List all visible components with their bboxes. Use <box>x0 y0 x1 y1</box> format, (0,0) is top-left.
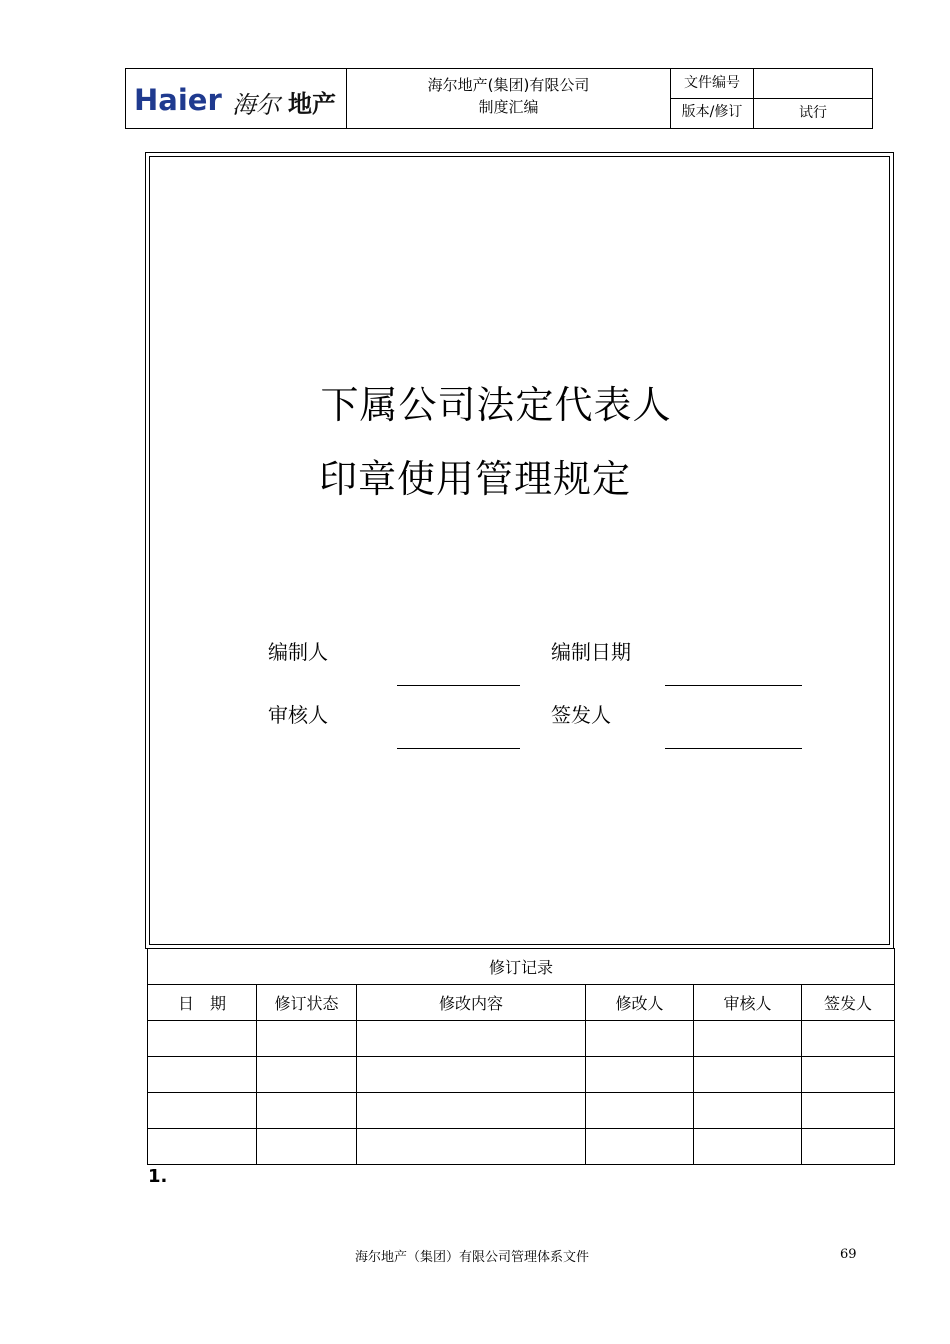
company-name: 海尔地产(集团)有限公司 <box>427 76 590 94</box>
col-header-content: 修改内容 <box>357 985 586 1021</box>
table-cell <box>257 1057 357 1093</box>
table-cell <box>802 1129 895 1165</box>
table-cell <box>802 1093 895 1129</box>
version-label: 版本/修订 <box>671 98 754 128</box>
revision-caption: 修订记录 <box>148 949 895 985</box>
table-cell <box>257 1093 357 1129</box>
preparer-label: 编制人 <box>268 640 328 664</box>
doc-number-value <box>754 69 872 98</box>
revision-header-row <box>148 985 895 1021</box>
revision-table <box>147 948 895 1165</box>
preparer-signature-line <box>397 685 520 686</box>
doc-number-row <box>671 69 872 99</box>
version-row <box>671 98 872 128</box>
doc-title-line1: 下属公司法定代表人 <box>320 383 672 427</box>
col-header-status: 修订状态 <box>257 985 357 1021</box>
table-cell <box>357 1093 586 1129</box>
table-cell <box>357 1129 586 1165</box>
table-row <box>148 1057 895 1093</box>
doc-number-label: 文件编号 <box>671 69 754 98</box>
header-meta <box>671 69 872 128</box>
table-cell <box>586 1093 694 1129</box>
table-row <box>148 1021 895 1057</box>
table-cell <box>148 1093 257 1129</box>
col-header-issuer: 签发人 <box>802 985 895 1021</box>
issuer-signature-line <box>665 748 802 749</box>
col-header-date: 日 期 <box>148 985 257 1021</box>
revision-caption-row <box>148 949 895 985</box>
table-cell <box>148 1129 257 1165</box>
cover-frame <box>145 152 894 949</box>
table-cell <box>148 1021 257 1057</box>
col-header-modifier: 修改人 <box>586 985 694 1021</box>
table-cell <box>694 1021 802 1057</box>
reviewer-label: 审核人 <box>268 703 328 727</box>
logo-latin-text: Haier <box>134 83 222 117</box>
table-cell <box>257 1129 357 1165</box>
table-cell <box>802 1021 895 1057</box>
table-cell <box>257 1021 357 1057</box>
table-cell <box>694 1129 802 1165</box>
footer-text: 海尔地产（集团）有限公司管理体系文件 <box>355 1250 590 1265</box>
page-number: 69 <box>840 1247 857 1262</box>
collection-name: 制度汇编 <box>478 98 539 116</box>
table-cell <box>802 1057 895 1093</box>
version-value: 试行 <box>799 105 827 121</box>
table-cell <box>357 1021 586 1057</box>
doc-title-line2: 印章使用管理规定 <box>318 457 631 501</box>
table-cell <box>586 1021 694 1057</box>
document-header <box>125 68 873 129</box>
table-cell <box>357 1057 586 1093</box>
col-header-reviewer: 审核人 <box>694 985 802 1021</box>
header-title <box>347 69 671 128</box>
table-cell <box>148 1057 257 1093</box>
reviewer-signature-line <box>397 748 520 749</box>
cover-frame-inner <box>149 156 890 945</box>
prepared-date-label: 编制日期 <box>551 640 631 664</box>
table-row <box>148 1093 895 1129</box>
prepared-date-line <box>665 685 802 686</box>
table-cell <box>586 1129 694 1165</box>
table-cell <box>694 1093 802 1129</box>
table-row <box>148 1129 895 1165</box>
company-logo <box>126 69 347 128</box>
logo-cn-bold-text: 地产 <box>288 90 336 118</box>
issuer-label: 签发人 <box>551 703 611 727</box>
logo-cn-script-text: 海尔 <box>232 91 280 119</box>
table-cell <box>586 1057 694 1093</box>
table-cell <box>694 1057 802 1093</box>
list-marker: 1. <box>148 1166 168 1187</box>
